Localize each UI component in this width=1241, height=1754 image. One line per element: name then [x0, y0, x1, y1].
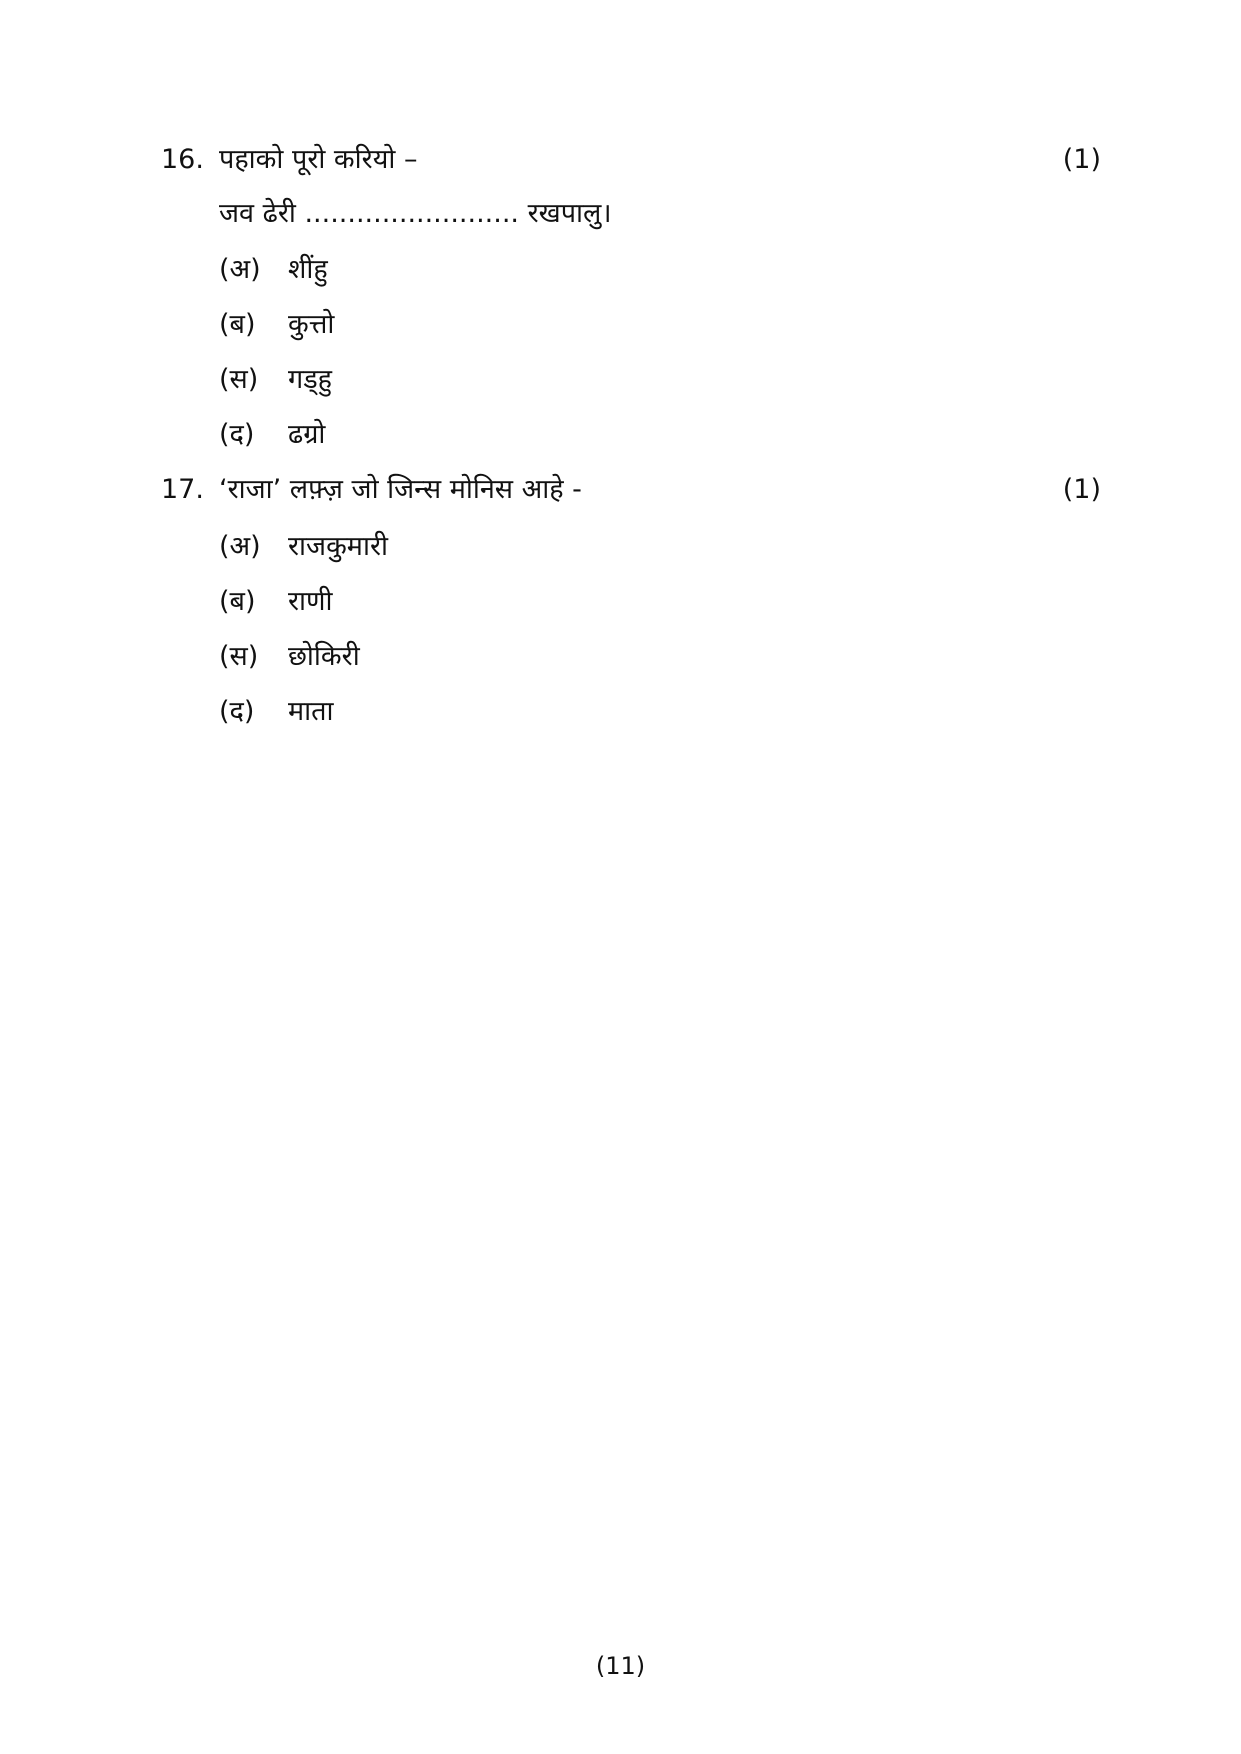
question-16-marks: (1) — [1062, 144, 1101, 175]
question-17-number: 17. — [161, 474, 204, 505]
question-16-text: पहाको पूरो करियो – — [219, 144, 418, 175]
page-number: (11) — [595, 1652, 646, 1680]
question-17-text: ‘राजा’ लफ़्ज़ जो जिन्स मोनिस आहे - — [219, 474, 582, 505]
option-text: कुत्तो — [288, 309, 335, 340]
option-label: (स) — [219, 641, 259, 672]
option-text: ढग्रो — [288, 419, 326, 450]
option-text: छोकिरी — [288, 641, 360, 672]
option-text: राणी — [288, 586, 333, 617]
option-label: (स) — [219, 364, 259, 395]
option-label: (अ) — [219, 254, 261, 285]
question-17-marks: (1) — [1062, 474, 1101, 505]
option-text: शींहु — [288, 254, 328, 285]
option-label: (द) — [219, 419, 255, 450]
question-16-prompt: जव ढेरी ......................... रखपालु। — [219, 198, 612, 229]
option-text: गड्हु — [288, 364, 332, 395]
question-16-number: 16. — [161, 144, 204, 175]
option-label: (अ) — [219, 531, 261, 562]
option-label: (ब) — [219, 309, 256, 340]
option-label: (ब) — [219, 586, 256, 617]
option-label: (द) — [219, 696, 255, 727]
option-text: माता — [288, 696, 334, 727]
option-text: राजकुमारी — [288, 531, 388, 562]
